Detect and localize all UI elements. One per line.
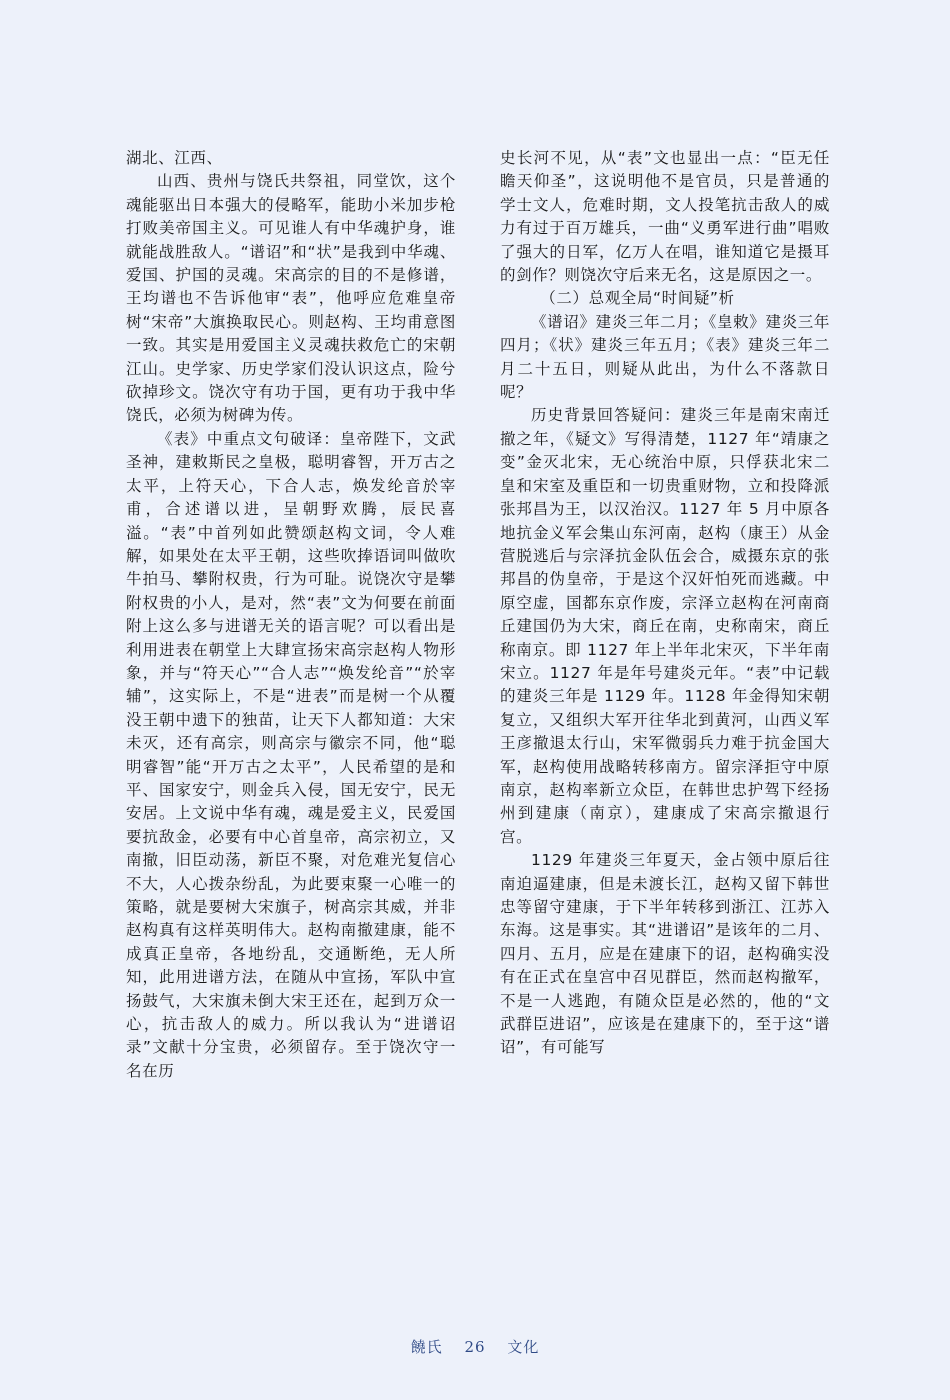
- paragraph: 1129 年建炎三年夏天，金占领中原后往南迫逼建康，但是未渡长江，赵构又留下韩世忠等留守建康，于下半年转移到浙江、江苏入东海。这是事实。其“进谱诏”是该年的二月、四月、五月，应是在建康下的诏，赵构确实没有在正式在皇宫中召见群臣，然而赵构撤军，不是一人逃跑，有随众臣是必然的，他的“文武群臣进诏”，应该是在建康下的，至于这“谱诏”，有可能写: [500, 851, 830, 1057]
- paragraph: 历史背景回答疑问：建炎三年是南宋南迁撤之年，《疑文》写得清楚，1127 年“靖康之变”金灭北宋，无心统治中原，只俘获北宋二皇和宋室及重臣和一切贵重财物，立和投降派张邦昌为王，以汉治汉。1127 年 5 月中原各地抗金义军会集山东河南，赵构（康王）从金营脱逃后与宗泽抗金队伍会合，威摄东京的张邦昌的伪皇帝，于是这个汉奸怕死而逃藏。中原空虚，国都东京作废，宗泽立赵构在河南商丘建国仍为大宋，商丘在南，史称南宋，商丘称南京。即 1127 年上半年北宋灭，下半年南宋立。1127 年是年号建炎元年。“表”中记载的建炎三年是 1129 年。1128 年金得知宋朝复立，又组织大军开往华北到黄河，山西义军王彦撤退太行山，宋军微弱兵力难于抗金国大军，赵构使用战略转移南方。留宗泽拒守中原南京，赵构率新立众臣，在韩世忠护驾下经扬州到建康（南京），建康成了宋高宗撤退行宫。: [500, 406, 830, 846]
- left-column: [126, 147, 456, 1083]
- footer-publication-right: 文化: [507, 1338, 540, 1356]
- paragraph: 《谱诏》建炎三年二月；《皇敕》建炎三年四月；《状》建炎三年五月；《表》建炎三年二月二十五日，则疑从此出，为什么不落款日呢？: [500, 312, 830, 402]
- paragraph: 湖北、江西、: [126, 149, 223, 167]
- paragraph: 《表》中重点文句破译：皇帝陛下，文武圣神，建敕斯民之皇极，聪明睿智，开万古之太平，上符天心，下合人志，焕发纶音於宰甫，合述谱以进，呈朝野欢腾，辰民喜溢。“表”中首列如此赞颂赵构文词，令人难解，如果处在太平王朝，这些吹捧语词叫做吹牛拍马、攀附权贵，行为可耻。说饶次守是攀附权贵的小人，是对，然“表”文为何要在前面附上这么多与进谱无关的语言呢？可以看出是利用进表在朝堂上大肆宣扬宋高宗赵构人物形象，并与“符天心”“合人志”“焕发纶音”“於宰辅”，这实际上，不是“进表”而是树一个从覆没王朝中遗下的独苗，让天下人都知道：大宋未灭，还有高宗，则高宗与徽宗不同，他“聪明睿智”能“开万古之太平”，人民希望的是和平、国家安宁，则金兵入侵，国无安宁，民无安居。上文说中华有魂，魂是爱主义，民爱国要抗敌金，必要有中心首皇帝，高宗初立，又南撤，旧臣动荡，新臣不聚，对危难光复信心不大，人心拨杂纷乱，为此要束聚一心唯一的策略，就是要树大宋旗子，树高宗其威，并非赵构真有这样英明伟大。赵构南撤建康，能不成真正皇帝，各地纷乱，交通断绝，无人所知，此用进谱方法，在随从中宣扬，军队中宣扬鼓气，大宋旗未倒大宋王还在，起到万众一心，抗击敌人的威力。所以我认为“进谱诏录”文献十分宝贵，必须留存。至于饶次守一名在历: [126, 429, 456, 1080]
- paragraph: 山西、贵州与饶氏共祭祖，同堂饮，这个魂能驱出日本强大的侵略军，能助小米加步枪打败美帝国主义。可见谁人有中华魂护身，谁就能战胜敌人。“谱诏”和“状”是我到中华魂、爱国、护国的灵魂。宋高宗的目的不是修谱，王均谱也不告诉他审“表”，他呼应危难皇帝树“宋帝”大旗换取民心。则赵构、王均甫意图一致。其实是用爱国主义灵魂扶救危亡的宋朝江山。史学家、历史学家们没认识这点，险兮砍掉珍文。饶次守有功于国，更有功于我中华饶氏，必须为树碑为传。: [126, 172, 456, 425]
- section-heading: （二）总观全局“时间疑”析: [540, 289, 735, 308]
- page-number: 26: [464, 1338, 486, 1356]
- right-column: [500, 147, 830, 1060]
- page-footer: [0, 1336, 950, 1357]
- paragraph: 史长河不见，从“表”文也显出一点：“臣无任瞻天仰圣”，这说明他不是官员，只是普通的学士文人，危难时期，文人投笔抗击敌人的威力有过于百万雄兵，一曲“义勇军进行曲”唱败了强大的日军，亿万人在唱，谁知道它是摄耳的剑作？则饶次守后来无名，这是原因之一。: [500, 149, 830, 285]
- footer-publication-left: 饒氏: [410, 1338, 443, 1356]
